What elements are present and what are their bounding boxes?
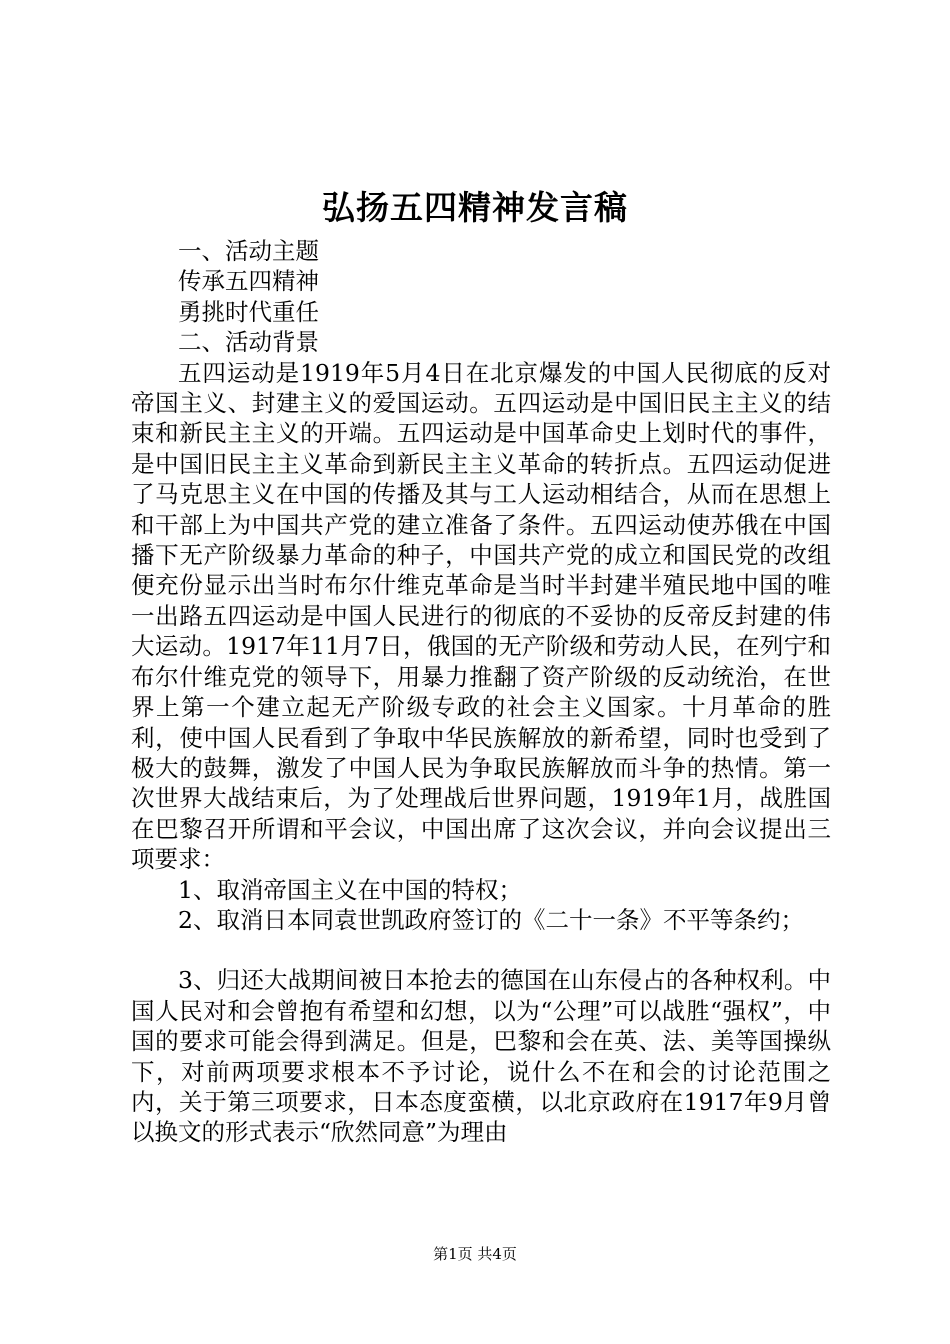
background-paragraph: 五四运动是1919年5月4日在北京爆发的中国人民彻底的反对帝国主义、封建主义的爱国运动。五四运动是中国旧民主主义的结束和新民主主义的开端。五四运动是中国革命史上划时代的事件，是中国旧民主主义革命到新民主主义革命的转折点。五四运动促进了马克思主义在中国的传播及其与工人运动相结合，从而在思想上和干部上为中国共产党的建立准备了条件。五四运动使苏俄在中国播下无产阶级暴力革命的种子，中国共产党的成立和国民党的改组便充份显示出当时布尔什维克革命是当时半封建半殖民地中国的唯一出路五四运动是中国人民进行的彻底的不妥协的反帝反封建的伟大运动。1917年11月7日，俄国的无产阶级和劳动人民，在列宁和布尔什维克党的领导下，用暴力推翻了资产阶级的反动统治，在世界上第一个建立起无产阶级专政的社会主义国家。十月革命的胜利，使中国人民看到了争取中华民族解放的新希望，同时也受到了极大的鼓舞，激发了中国人民为争取民族解放而斗争的热情。第一次世界大战结束后，为了处理战后世界问题，1919年1月，战胜国在巴黎召开所谓和平会议，中国出席了这次会议，并向会议提出三项要求： — [131, 358, 831, 874]
heading-activity-background: 二、活动背景 — [178, 328, 319, 357]
demand-item-1: 1、取消帝国主义在中国的特权； — [178, 875, 522, 904]
demand-item-3: 3、归还大战期间被日本抢去的德国在山东侵占的各种权利。中国人民对和会曾抱有希望和幻想，以为“公理”可以战胜“强权”，中国的要求可能会得到满足。但是，巴黎和会在英、法、美等国操纵下，对前两项要求根本不予讨论，说什么不在和会的讨论范围之内，关于第三项要求，日本态度蛮横，以北京政府在1917年9月曾以换文的形式表示“欣然同意”为理由 — [131, 966, 831, 1147]
heading-activity-theme: 一、活动主题 — [178, 237, 319, 265]
demand-item-2: 2、取消日本同袁世凯政府签订的《二十一条》不平等条约； — [178, 905, 804, 934]
document-body — [131, 236, 831, 1148]
theme-line-2: 勇挑时代重任 — [178, 297, 319, 326]
theme-line-1: 传承五四精神 — [178, 267, 319, 296]
page-footer: 第1页 共4页 — [433, 1245, 517, 1263]
document-title: 弘扬五四精神发言稿 — [322, 188, 628, 227]
